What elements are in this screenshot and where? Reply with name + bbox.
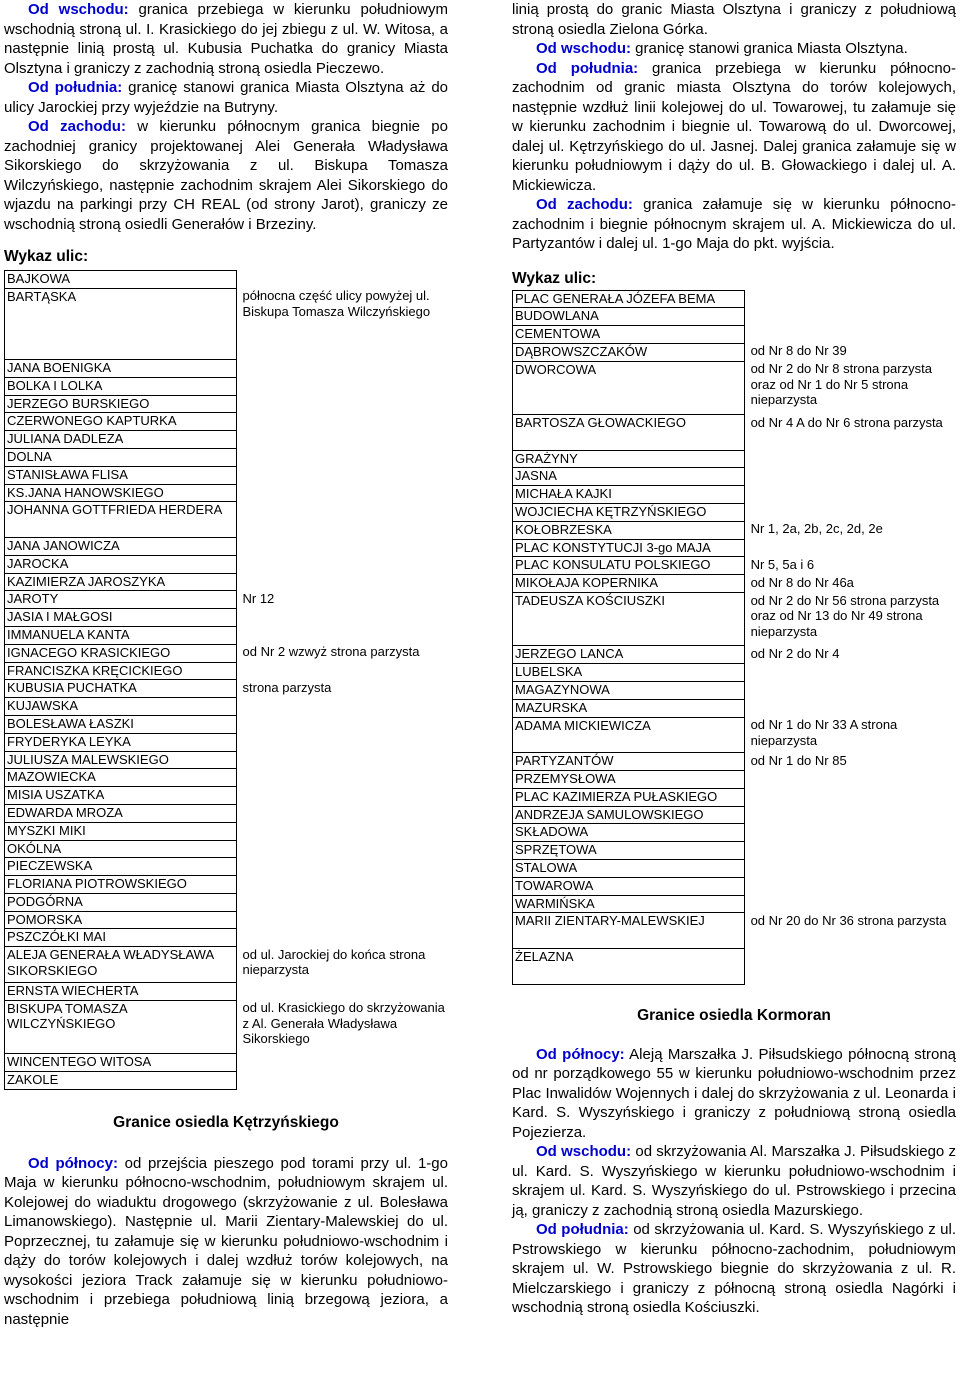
table-row — [513, 593, 956, 646]
right-street-note: od Nr 8 do Nr 46a — [750, 574, 854, 590]
right-street-note — [744, 824, 955, 842]
left-intro-paragraph — [4, 0, 448, 78]
left-street-name: POMORSKA — [5, 911, 237, 929]
table-row — [5, 1054, 448, 1072]
table-row — [513, 646, 956, 664]
right-intro-paragraph — [512, 39, 956, 59]
left-street-note — [236, 271, 448, 289]
left-street-name: WINCENTEGO WITOSA — [5, 1054, 237, 1072]
right-street-name: MICHAŁA KAJKI — [513, 486, 745, 504]
table-row — [5, 271, 448, 289]
left-street-note: Nr 12 — [242, 590, 275, 606]
table-row — [513, 504, 956, 522]
right-intro-paragraph-label: Od południa: — [536, 59, 639, 77]
table-row — [513, 575, 956, 593]
left-street-name: JAROTY — [5, 591, 237, 609]
right-street-note — [744, 450, 955, 468]
right-section-paragraph-text: od skrzyżowania Al. Marszałka J. Piłsudskiego z ul. Kard. S. Wyszyńskiego w kierunku południowo-wschodnim i skrajem ul. Kard. S. Wyszyńskiego do ul. Pstrowskiego i przecina ją, graniczy z zachodnią stroną osiedla Mazurskiego. — [512, 1143, 957, 1219]
right-street-note — [744, 699, 955, 717]
left-street-name: JANA BOENIGKA — [5, 359, 237, 377]
table-row — [5, 502, 448, 538]
right-street-note — [744, 504, 955, 522]
table-row — [5, 715, 448, 733]
left-street-name: JULIANA DADLEZA — [5, 431, 237, 449]
table-row — [5, 929, 448, 947]
left-street-note: północna część ulicy powyżej ul. Biskupa Tomasza Wilczyńskiego — [242, 288, 431, 319]
right-intro-paragraph — [512, 59, 956, 196]
left-street-note — [236, 395, 448, 413]
right-intro-paragraph-text: granica przebiega w kierunku północno-zachodnim od granic miasta Olsztyna do torów kolejowych, następnie wzdłuż linii kolejowej do ul. Towarowej, tu załamuje się w kierunku zachodnim i biegnie ul. Towarową do ul. Dworcowej, dalej ul. Kętrzyńskiego do ul. Jasnej. Dalej granica załamuje się w kierunku południowym i dąży do ul. B. Głowackiego i dalej ul. A. Mickiewicza. — [512, 59, 957, 194]
right-street-note — [744, 771, 955, 789]
left-street-note — [236, 929, 448, 947]
right-street-name: MARII ZIENTARY-MALEWSKIEJ — [513, 913, 745, 949]
right-street-name: PLAC KONSULATU POLSKIEGO — [513, 557, 745, 575]
left-intro-paragraph — [4, 78, 448, 117]
right-street-name: PRZEMYSŁOWA — [513, 771, 745, 789]
table-row — [513, 450, 956, 468]
table-row — [5, 448, 448, 466]
right-street-name: BARTOSZA GŁOWACKIEGO — [513, 415, 745, 451]
left-column — [4, 0, 448, 1329]
right-street-name: DĄBROWSZCZAKÓW — [513, 343, 745, 361]
right-street-note — [744, 539, 955, 557]
table-row — [513, 824, 956, 842]
right-streets-table — [512, 290, 956, 985]
left-intro-paragraph-label: Od południa: — [28, 79, 123, 96]
left-street-note — [236, 982, 448, 1000]
table-row — [513, 913, 956, 949]
table-row — [5, 822, 448, 840]
left-street-note — [236, 573, 448, 591]
right-street-name: TOWAROWA — [513, 877, 745, 895]
left-street-name: JANA JANOWICZA — [5, 537, 237, 555]
table-row — [5, 680, 448, 698]
table-row — [513, 343, 956, 361]
table-row — [513, 682, 956, 700]
table-row — [513, 717, 956, 753]
left-section-paragraph-text: od przejścia pieszego pod torami przy ul. 1-go Maja w kierunku północno-wschodnim, południowym skrajem ul. Kolejowej do wiaduktu drogowego (skrzyżowanie z ul. Bolesława Limanowskiego). Następnie ul. Marii Zientary-Malewskiej do ul. Poprzecznej, tu załamuje się w kierunku południowo-wschodnim i dąży do torów kolejowych i dalej wzdłuż torów kolejowych, na wysokości jeziora Track załamuje się w kierunku południowo-wschodnim i przebiega południową linią brzegową jeziora, a następnie — [4, 1154, 448, 1328]
right-street-note — [744, 682, 955, 700]
left-street-name: PSZCZÓŁKI MAI — [5, 929, 237, 947]
table-row — [513, 539, 956, 557]
right-section-paragraph-text: Aleją Marszałka J. Piłsudskiego północną stroną od nr porządkowego 55 w kierunku południowo-wschodnim przez Plac Inwalidów Wojennych i dalej do skrzyżowania z ul. Leonarda i Kard. S. Wyszyńskiego i graniczy z południową stroną osiedla Pojezierza. — [512, 1045, 957, 1141]
left-street-note — [236, 733, 448, 751]
right-street-name: GRAŻYNY — [513, 450, 745, 468]
right-section-paragraph-label: Od południa: — [536, 1221, 629, 1239]
left-street-name: MYSZKI MIKI — [5, 822, 237, 840]
table-row — [5, 359, 448, 377]
right-street-name: PLAC KONSTYTUCJI 3-go MAJA — [513, 539, 745, 557]
left-street-note — [236, 1071, 448, 1089]
table-row — [5, 982, 448, 1000]
table-row — [5, 591, 448, 609]
table-row — [5, 698, 448, 716]
table-row — [5, 751, 448, 769]
table-row — [513, 486, 956, 504]
left-street-note — [236, 1054, 448, 1072]
left-street-name: JULIUSZA MALEWSKIEGO — [5, 751, 237, 769]
right-street-name: KOŁOBRZESKA — [513, 521, 745, 539]
table-row — [5, 1000, 448, 1053]
left-street-name: FRANCISZKA KRĘCICKIEGO — [5, 662, 237, 680]
left-street-name: IGNACEGO KRASICKIEGO — [5, 644, 237, 662]
right-street-note: od Nr 1 do Nr 85 — [750, 752, 847, 768]
right-street-note — [744, 842, 955, 860]
table-row — [5, 377, 448, 395]
left-street-name: ZAKOLE — [5, 1071, 237, 1089]
left-street-note — [236, 377, 448, 395]
right-intro-paragraph-label: Od zachodu: — [536, 196, 633, 213]
right-street-name: SKŁADOWA — [513, 824, 745, 842]
right-street-name: SPRZĘTOWA — [513, 842, 745, 860]
left-street-name: KUJAWSKA — [5, 698, 237, 716]
table-row — [5, 609, 448, 627]
left-street-note — [236, 662, 448, 680]
left-street-note — [236, 448, 448, 466]
right-street-note — [744, 326, 955, 344]
table-row — [513, 788, 956, 806]
right-section-paragraph-label: Od wschodu: — [536, 1143, 632, 1161]
left-street-name: FRYDERYKA LEYKA — [5, 733, 237, 751]
left-street-name: STANISŁAWA FLISA — [5, 466, 237, 484]
right-street-note: od Nr 20 do Nr 36 strona parzysta — [750, 912, 947, 928]
left-street-note — [236, 626, 448, 644]
left-intro — [4, 0, 448, 234]
left-street-note: od ul. Krasickiego do skrzyżowania z Al. Generała Władysława Sikorskiego — [242, 1000, 445, 1047]
left-street-note — [236, 911, 448, 929]
table-row — [5, 840, 448, 858]
table-row — [513, 326, 956, 344]
table-row — [513, 308, 956, 326]
table-row — [5, 1071, 448, 1089]
right-street-note — [744, 895, 955, 913]
left-street-note — [236, 609, 448, 627]
right-street-note — [744, 877, 955, 895]
right-street-note: od Nr 1 do Nr 33 A strona nieparzysta — [750, 717, 898, 748]
table-row — [513, 860, 956, 878]
left-street-note: strona parzysta — [242, 679, 332, 695]
right-section-paragraph — [512, 1142, 956, 1220]
right-streets-heading: Wykaz ulic: — [512, 269, 597, 287]
right-street-note: od Nr 2 do Nr 56 strona parzysta oraz od Nr 13 do Nr 49 strona nieparzysta — [750, 592, 940, 639]
left-street-name: BAJKOWA — [5, 271, 237, 289]
left-street-note — [236, 698, 448, 716]
left-street-note — [236, 822, 448, 840]
left-street-name: IMMANUELA KANTA — [5, 626, 237, 644]
left-street-note — [236, 537, 448, 555]
table-row — [5, 573, 448, 591]
table-row — [5, 537, 448, 555]
right-street-name: PLAC GENERAŁA JÓZEFA BEMA — [513, 290, 745, 308]
left-street-note — [236, 840, 448, 858]
right-street-name: STALOWA — [513, 860, 745, 878]
table-row — [5, 484, 448, 502]
right-intro — [512, 0, 956, 254]
left-street-note: od ul. Jarockiej do końca strona nieparzysta — [242, 946, 426, 978]
right-intro-paragraph-text: granica załamuje się w kierunku północno-zachodnim i biegnie północnym skrajem ul. A. Mickiewicza do ul. Partyzantów i dalej ul. 1-go Maja do pkt. wyjścia. — [512, 196, 957, 252]
right-street-note — [744, 948, 955, 984]
left-street-note — [236, 893, 448, 911]
right-street-name: CEMENTOWA — [513, 326, 745, 344]
table-row — [5, 662, 448, 680]
right-street-note — [744, 788, 955, 806]
right-section-title: Granice osiedla Kormoran — [637, 1006, 831, 1024]
left-street-note — [236, 484, 448, 502]
left-street-note — [236, 715, 448, 733]
left-street-name: DOLNA — [5, 448, 237, 466]
right-section-paragraph-label: Od północy: — [536, 1045, 625, 1063]
right-street-note — [744, 468, 955, 486]
left-section-title: Granice osiedla Kętrzyńskiego — [113, 1113, 339, 1131]
left-section-paragraph — [4, 1154, 448, 1330]
table-row — [5, 947, 448, 983]
right-street-note — [744, 860, 955, 878]
right-street-name: WOJCIECHA KĘTRZYŃSKIEGO — [513, 504, 745, 522]
table-row — [513, 415, 956, 451]
table-row — [5, 431, 448, 449]
right-street-name: WARMIŃSKA — [513, 895, 745, 913]
right-street-note: Nr 5, 5a i 6 — [750, 556, 815, 572]
left-street-name: JASIA I MAŁGOSI — [5, 609, 237, 627]
right-street-name: LUBELSKA — [513, 664, 745, 682]
right-street-name: JERZEGO LANCA — [513, 646, 745, 664]
left-street-name: JOHANNA GOTTFRIEDA HERDERA — [5, 502, 237, 538]
left-streets-heading: Wykaz ulic: — [4, 248, 89, 265]
left-street-note — [236, 858, 448, 876]
table-row — [513, 664, 956, 682]
left-intro-paragraph-text: granicę stanowi granica Miasta Olsztyna aż do ulicy Jarockiej przy wyjeździe na Butryny. — [4, 79, 449, 116]
table-row — [513, 806, 956, 824]
right-street-name: DWORCOWA — [513, 361, 745, 414]
table-row — [513, 771, 956, 789]
table-row — [5, 466, 448, 484]
left-street-note — [236, 359, 448, 377]
left-intro-paragraph — [4, 117, 448, 234]
left-section-paragraph-label: Od północy: — [28, 1154, 118, 1172]
right-intro-paragraph-text: granicę stanowi granica Miasta Olsztyna. — [631, 40, 908, 57]
right-section-paragraph — [512, 1220, 956, 1318]
right-intro-paragraph — [512, 0, 956, 39]
right-street-note — [744, 290, 955, 308]
left-street-name: BISKUPA TOMASZA WILCZYŃSKIEGO — [5, 1000, 237, 1053]
left-intro-paragraph-label: Od wschodu: — [28, 1, 129, 18]
left-street-note: od Nr 2 wzwyż strona parzysta — [242, 644, 420, 660]
right-street-note — [744, 486, 955, 504]
table-row — [5, 413, 448, 431]
table-row — [513, 361, 956, 414]
table-row — [5, 288, 448, 359]
left-street-name: ALEJA GENERAŁA WŁADYSŁAWA SIKORSKIEGO — [5, 947, 237, 983]
table-row — [5, 626, 448, 644]
left-intro-paragraph-text: granica przebiega w kierunku południowym wschodnią stroną ul. I. Krasickiego do jej zbiegu z ul. W. Witosa, a następnie linią prostą ul. Kubusia Puchatka do granicy Miasta Olsztyna i graniczy z zachodnią stroną osiedla Pieczewo. — [4, 1, 448, 77]
left-street-note — [236, 751, 448, 769]
left-streets-table — [4, 270, 448, 1090]
right-street-note — [744, 308, 955, 326]
table-row — [513, 753, 956, 771]
table-row — [5, 787, 448, 805]
table-row — [5, 911, 448, 929]
left-street-name: KUBUSIA PUCHATKA — [5, 680, 237, 698]
left-street-name: BARTĄSKA — [5, 288, 237, 359]
left-street-note — [236, 787, 448, 805]
right-section-paragraph-text: od skrzyżowania ul. Kard. S. Wyszyńskiego z ul. Pstrowskiego w kierunku północno-zachodnim, południowym skrajem ul. W. Pstrowskiego biegnie do skrzyżowania z ul. R. Mielczarskiego i graniczy z północną stroną osiedla Nagórki i wschodnią stroną osiedla Kościuszki. — [512, 1221, 956, 1317]
right-street-name: JASNA — [513, 468, 745, 486]
right-street-note: od Nr 2 do Nr 8 strona parzysta oraz od Nr 1 do Nr 5 strona nieparzysta — [750, 361, 932, 408]
table-row — [513, 842, 956, 860]
left-street-name: BOLKA I LOLKA — [5, 377, 237, 395]
right-street-note: od Nr 4 A do Nr 6 strona parzysta — [750, 414, 943, 430]
left-street-name: MISIA USZATKA — [5, 787, 237, 805]
right-street-note — [744, 664, 955, 682]
right-street-name: MAGAZYNOWA — [513, 682, 745, 700]
left-street-note — [236, 431, 448, 449]
left-street-name: PODGÓRNA — [5, 893, 237, 911]
right-street-note: od Nr 8 do Nr 39 — [750, 343, 847, 359]
left-street-note — [236, 555, 448, 573]
right-street-note — [744, 806, 955, 824]
left-street-name: EDWARDA MROZA — [5, 804, 237, 822]
table-row — [513, 290, 956, 308]
right-intro-paragraph-text: linią prostą do granic Miasta Olsztyna i graniczy z południową stroną osiedla Zielona Górka. — [512, 1, 956, 38]
right-street-name: PLAC KAZIMIERZA PUŁASKIEGO — [513, 788, 745, 806]
right-street-name: ŻELAZNA — [513, 948, 745, 984]
left-street-name: CZERWONEGO KAPTURKA — [5, 413, 237, 431]
right-section-paragraph — [512, 1045, 956, 1143]
table-row — [513, 948, 956, 984]
right-street-note: Nr 1, 2a, 2b, 2c, 2d, 2e — [750, 521, 883, 537]
left-street-note — [236, 804, 448, 822]
left-street-name: JERZEGO BURSKIEGO — [5, 395, 237, 413]
right-street-name: PARTYZANTÓW — [513, 753, 745, 771]
right-column — [512, 0, 956, 1318]
table-row — [5, 876, 448, 894]
left-street-note — [236, 876, 448, 894]
left-street-name: MAZOWIECKA — [5, 769, 237, 787]
table-row — [513, 557, 956, 575]
table-row — [5, 804, 448, 822]
left-street-name: OKÓLNA — [5, 840, 237, 858]
left-street-note — [236, 769, 448, 787]
left-street-name: JAROCKA — [5, 555, 237, 573]
table-row — [513, 521, 956, 539]
left-street-note — [236, 413, 448, 431]
right-street-name: ADAMA MICKIEWICZA — [513, 717, 745, 753]
table-row — [5, 733, 448, 751]
table-row — [5, 555, 448, 573]
table-row — [5, 395, 448, 413]
right-street-name: MIKOŁAJA KOPERNIKA — [513, 575, 745, 593]
left-street-name: BOLESŁAWA ŁASZKI — [5, 715, 237, 733]
left-street-name: FLORIANA PIOTROWSKIEGO — [5, 876, 237, 894]
left-section — [4, 1154, 448, 1330]
left-street-name: KAZIMIERZA JAROSZYKA — [5, 573, 237, 591]
table-row — [5, 769, 448, 787]
right-street-note: od Nr 2 do Nr 4 — [750, 645, 840, 661]
left-street-name: ERNSTA WIECHERTA — [5, 982, 237, 1000]
left-street-note — [236, 502, 448, 538]
right-street-name: BUDOWLANA — [513, 308, 745, 326]
right-street-name: MAZURSKA — [513, 699, 745, 717]
right-intro-paragraph — [512, 195, 956, 254]
right-section — [512, 1045, 956, 1318]
table-row — [5, 858, 448, 876]
table-row — [5, 893, 448, 911]
table-row — [513, 468, 956, 486]
left-intro-paragraph-text: w kierunku północnym granica biegnie po zachodniej granicy projektowanej Alei Generała Władysława Sikorskiego do skrzyżowania z ul. Biskupa Tomasza Wilczyńskiego, następnie zachodnim skrajem Alei Sikorskiego do wjazdu na parkingi przy CH REAL (od strony Jarot), graniczy ze wschodnią stroną osiedli Generałów i Brzeziny. — [4, 118, 448, 233]
table-row — [513, 699, 956, 717]
table-row — [513, 895, 956, 913]
table-row — [513, 877, 956, 895]
table-row — [5, 644, 448, 662]
left-street-name: PIECZEWSKA — [5, 858, 237, 876]
left-street-note — [236, 466, 448, 484]
right-street-name: ANDRZEJA SAMULOWSKIEGO — [513, 806, 745, 824]
right-intro-paragraph-label: Od wschodu: — [536, 40, 631, 57]
right-street-name: TADEUSZA KOŚCIUSZKI — [513, 593, 745, 646]
left-street-name: KS.JANA HANOWSKIEGO — [5, 484, 237, 502]
left-intro-paragraph-label: Od zachodu: — [28, 118, 126, 135]
